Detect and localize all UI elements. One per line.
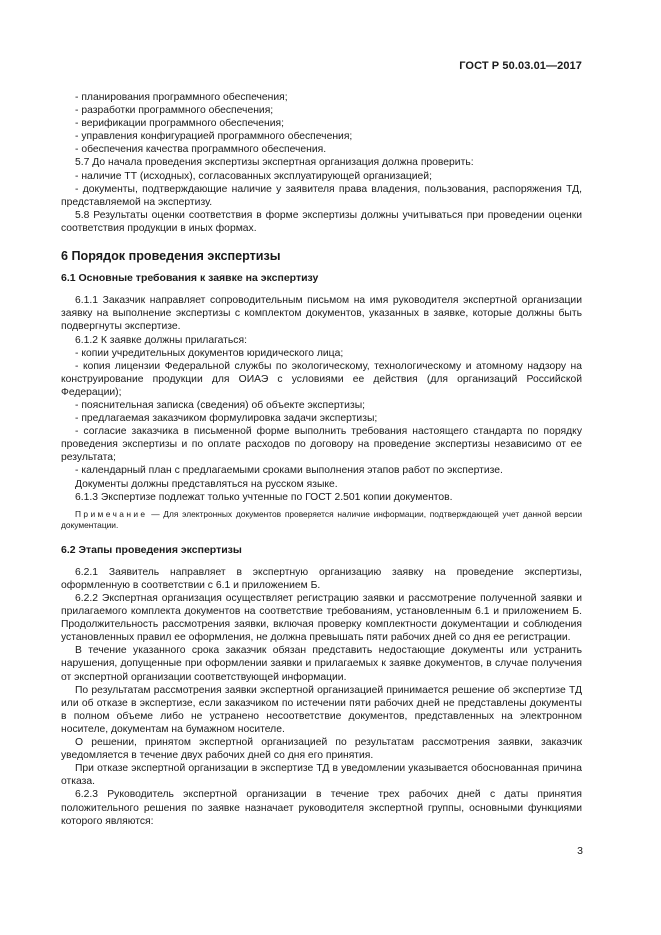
- section-6-heading: 6 Порядок проведения экспертизы: [61, 249, 281, 264]
- list-item: - предлагаемая заказчиком формулировка задачи экспертизы;: [75, 413, 378, 425]
- clause-6-1-3: 6.1.3 Экспертизе подлежат только учтенные по ГОСТ 2.501 копии документов.: [75, 491, 453, 503]
- page-number: 3: [577, 845, 583, 857]
- list-item: - копии учредительных документов юридического лица;: [75, 347, 344, 359]
- clause-6-1-1: 6.1.1 Заказчик направляет сопроводительным письмом на имя руководителя экспертной организации заявку на выполнение экспертизы с комплектом документов, указанных в заявке, которые должны быть подвергнуты экспертизе.: [61, 295, 582, 333]
- subsection-6-1-heading: 6.1 Основные требования к заявке на экспертизу: [61, 272, 319, 285]
- note-text: — Для электронных документов проверяется наличие информации, подтверждающей учет данной версии документации.: [61, 508, 582, 531]
- list-item: - календарный план с предлагаемыми сроками выполнения этапов работ по экспертизе.: [75, 465, 503, 477]
- paragraph: В течение указанного срока заказчик обязан представить недостающие документы или устранить нарушения, допущенные при оформлении заявки и прилагаемых к заявке документов, в случае получения от экспертной организации соответствующей информации.: [61, 645, 582, 683]
- paragraph: Документы должны представляться на русском языке.: [75, 478, 338, 490]
- list-item: - обеспечения качества программного обеспечения.: [75, 144, 327, 156]
- list-item: - копия лицензии Федеральной службы по экологическому, технологическому и атомному надзору на конструирование продукции для ОИАЭ с условиями ее действия (для организаций Российской Федерации);: [61, 360, 582, 398]
- note-label: Примечание: [75, 508, 148, 519]
- clause-5-8: 5.8 Результаты оценки соответствия в форме экспертизы должны учитываться при проведении оценки соответствия продукции в иных формах.: [61, 209, 582, 234]
- clause-6-2-3: 6.2.3 Руководитель экспертной организации в течение трех рабочих дней с даты принятия положительного решения по заявке назначает руководителя экспертной группы, основными функциями которого являются:: [61, 789, 582, 827]
- clause-6-2-1: 6.2.1 Заявитель направляет в экспертную организацию заявку на проведение экспертизы, оформленную в соответствии с 6.1 и приложением Б.: [61, 566, 582, 591]
- list-item: - планирования программного обеспечения;: [75, 92, 288, 103]
- list-item: - документы, подтверждающие наличие у заявителя права владения, пользования, распоряжения ТД, представляемой на экспертизу.: [61, 183, 582, 208]
- clause-5-7: 5.7 До начала проведения экспертизы экспертная организация должна проверить:: [75, 157, 474, 169]
- clause-6-2-2: 6.2.2 Экспертная организация осуществляет регистрацию заявки и рассмотрение полученной заявки и прилагаемого комплекта документов на соответствие требованиям, установленным 6.1 и приложением Б. Продолжительность рассмотрения заявки, включая проверку комплектности документации и соблюдения установленных правил ее оформления, не должна превышать пяти рабочих дней со дня ее регистрации.: [61, 593, 582, 644]
- standard-header: ГОСТ Р 50.03.01—2017: [459, 60, 582, 72]
- list-item: - управления конфигурацией программного обеспечения;: [75, 131, 353, 143]
- list-item: - наличие ТТ (исходных), согласованных эксплуатирующей организацией;: [75, 170, 432, 182]
- list-item: - согласие заказчика в письменной форме выполнить требования настоящего стандарта по порядку проведения экспертизы и по оплате расходов по договору на проведение экспертизы независимо от ее результата;: [61, 426, 582, 464]
- paragraph: При отказе экспертной организации в экспертизе ТД в уведомлении указывается обоснованная причина отказа.: [61, 763, 582, 788]
- paragraph: О решении, принятом экспертной организацией по результатам рассмотрения заявки, заказчик уведомляется в течение двух рабочих дней со дня его принятия.: [61, 737, 582, 762]
- paragraph: По результатам рассмотрения заявки экспертной организацией принимается решение об экспертизе ТД или об отказе в экспертизе, если заказчиком по истечении пяти рабочих дней не представлены документы в полном объеме либо не устранено несоответствие документов, представленных на электронном носителе, документам на бумажном носителе.: [61, 684, 582, 735]
- note: [61, 509, 582, 532]
- clause-6-1-2: 6.1.2 К заявке должны прилагаться:: [75, 334, 247, 346]
- list-item: - пояснительная записка (сведения) об объекте экспертизы;: [75, 399, 366, 411]
- list-item: - разработки программного обеспечения;: [75, 105, 274, 117]
- subsection-6-2-heading: 6.2 Этапы проведения экспертизы: [61, 543, 242, 556]
- list-item: - верификации программного обеспечения;: [75, 118, 284, 130]
- document-body: [61, 91, 582, 828]
